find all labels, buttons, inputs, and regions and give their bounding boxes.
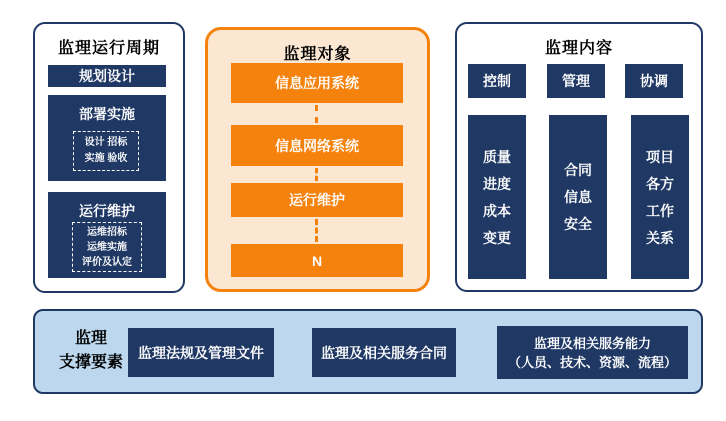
panel-supervision-objects-title: 监理对象	[283, 46, 352, 63]
sub-step-line: 评价及认定	[82, 257, 132, 268]
box-information-application-system: 信息应用系统	[231, 63, 403, 103]
panel-supervision-cycle-title: 监理运行周期	[57, 40, 160, 57]
box-project-parties-work-relations	[631, 115, 689, 279]
box-information-network-system: 信息网络系统	[231, 125, 403, 166]
sub-step-line: 运维实施	[87, 242, 127, 253]
panel-supervision-objects	[205, 27, 430, 292]
box-operation-maintenance-cycle	[48, 192, 166, 278]
content-line: 成本	[483, 202, 511, 219]
content-line: 监理及相关服务合同	[321, 344, 447, 361]
label-line: 支撑要素	[58, 354, 123, 371]
panel-support-elements-title	[45, 327, 137, 375]
content-line: 进度	[483, 175, 511, 192]
deployment-sub-steps	[73, 131, 139, 171]
panel-supervision-content-title: 监理内容	[544, 40, 613, 57]
content-line: 监理及相关服务能力	[533, 335, 651, 351]
sub-step-line: 实施 验收	[84, 153, 128, 164]
content-line: 各方	[646, 175, 674, 192]
box-operation-maintenance-title: 运行维护	[79, 203, 135, 219]
dashed-connector	[315, 105, 318, 123]
content-line: 合同	[564, 162, 592, 178]
box-planning-design: 规划设计	[48, 65, 166, 87]
content-line: 安全	[564, 216, 592, 232]
dashed-connector	[315, 168, 318, 181]
content-line: 项目	[646, 148, 674, 165]
label-line: 监理	[74, 330, 107, 347]
content-line: 信息	[564, 189, 592, 205]
box-quality-progress-cost-change	[468, 115, 526, 279]
box-control: 控制	[468, 64, 526, 98]
content-line: 监理法规及管理文件	[138, 344, 264, 361]
content-line: 质量	[483, 148, 511, 165]
content-line: 变更	[483, 229, 511, 246]
content-line: （人员、技术、资源、流程）	[507, 354, 677, 370]
maintenance-sub-steps	[72, 222, 142, 272]
panel-supervision-content	[455, 22, 703, 292]
box-n-object: N	[231, 244, 403, 277]
panel-supervision-cycle	[33, 22, 185, 293]
box-contract-information-security	[549, 115, 607, 279]
sub-step-line: 运维招标	[87, 227, 127, 238]
box-supervision-service-capability	[497, 326, 688, 379]
box-management: 管理	[547, 64, 605, 98]
box-deployment-implementation-title: 部署实施	[79, 106, 135, 122]
box-operation-maintenance-object: 运行维护	[231, 183, 403, 217]
dashed-connector	[315, 219, 318, 242]
panel-support-elements	[33, 309, 703, 394]
box-deployment-implementation	[48, 95, 166, 181]
content-line: 工作	[646, 202, 674, 219]
box-coordination: 协调	[625, 64, 683, 98]
box-supervision-service-contract	[312, 328, 456, 377]
box-regulations-management-documents	[128, 328, 274, 377]
sub-step-line: 设计 招标	[84, 137, 128, 148]
content-line: 关系	[646, 229, 674, 246]
